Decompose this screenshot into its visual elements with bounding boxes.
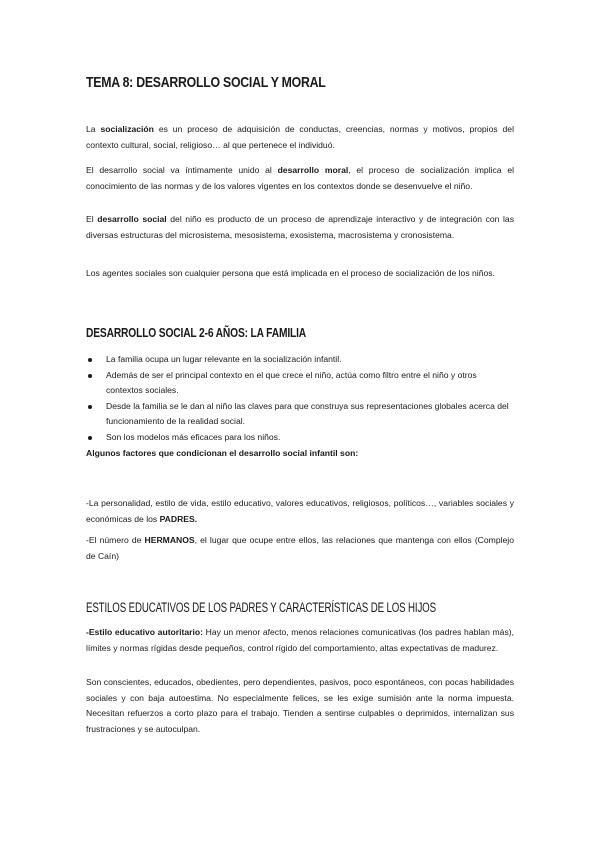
- text-run: El desarrollo social va íntimamente unido al: [86, 165, 278, 175]
- list-item-text: La familia ocupa un lugar relevante en la socialización infantil.: [106, 354, 342, 364]
- bold-term: PADRES.: [159, 513, 198, 524]
- text-run: -La personalidad, estilo de vida, estilo educativo, valores educativos, religiosos, políticos…, variables sociales y económicas de los: [86, 498, 514, 524]
- bold-term: desarrollo moral: [277, 165, 349, 175]
- paragraph-agentes-sociales: Los agentes sociales son cualquier persona que está implicada en el proceso de socialización de los niños.: [86, 268, 495, 278]
- bold-term: socialización: [100, 124, 154, 134]
- list-item: [86, 399, 514, 430]
- bold-term: -Estilo educativo autoritario:: [86, 627, 204, 637]
- paragraph-caracteristicas-hijos: Son conscientes, educados, obedientes, pero dependientes, pasivos, poco espontáneos, con pocas habilidades sociales y con baja autoestima. No especialmente felices, se les exige sumisión ante la norma impuesta. Necesitan refuerzos a corto plazo para el trabajo. Tienden a sentirse culpables o deprimidos, internalizan sus frustraciones y se autoculpan.: [86, 677, 514, 734]
- bold-term: desarrollo social: [97, 214, 167, 224]
- list-item-text: Desde la familia se le dan al niño las claves para que construya sus representaciones globales acerca del funcionamiento de la realidad social.: [106, 400, 509, 426]
- paragraph-estilo-autoritario: [86, 625, 514, 656]
- page-title: TEMA 8: DESARROLLO SOCIAL Y MORAL: [86, 74, 326, 91]
- bullet-icon: [88, 436, 92, 440]
- text-run: , el lugar que ocupe entre ellos, las relaciones que mantenga con ellos (Complejo de Caín): [86, 535, 514, 561]
- list-item-text: Son los modelos más eficaces para los niños.: [106, 431, 281, 442]
- list-item: [86, 352, 514, 368]
- paragraph-desarrollo-social: [86, 212, 514, 243]
- text-run: del niño es producto de un proceso de aprendizaje interactivo y de integración con las diversas estructuras del microsistema, mesosistema, exosistema, macrosistema y cronosistema.: [86, 214, 515, 240]
- paragraph-desarrollo-moral: [86, 163, 514, 194]
- paragraph-factor-hermanos: [86, 533, 514, 564]
- text-run: Hay un menor afecto, menos relaciones comunicativas (los padres hablan más), límites y normas rígidas desde pequeños, control rígido del comportamiento, altas expectativas de madurez.: [86, 627, 514, 653]
- list-item: [86, 430, 514, 446]
- paragraph-factor-padres: [86, 496, 514, 527]
- text-run: El: [86, 214, 98, 224]
- text-run: La: [86, 124, 101, 134]
- bullet-icon: [88, 405, 92, 409]
- text-run: es un proceso de adquisición de conductas, creencias, normas y motivos, propios del contexto cultural, social, religioso… al que pertenece el individuó.: [86, 124, 514, 150]
- bullet-list: [86, 352, 514, 445]
- factors-heading: Algunos factores que condicionan el desarrollo social infantil son:: [86, 448, 359, 458]
- section-heading-familia: DESARROLLO SOCIAL 2-6 AÑOS: LA FAMILIA: [86, 326, 307, 340]
- bold-term: HERMANOS: [144, 535, 195, 545]
- paragraph-socializacion: [86, 122, 514, 153]
- list-item-text: Además de ser el principal contexto en el que crece el niño, actúa como filtro entre el niño y otros contextos sociales.: [106, 369, 477, 395]
- list-item: [86, 368, 514, 399]
- bullet-icon: [88, 358, 92, 362]
- section-heading-estilos: ESTILOS EDUCATIVOS DE LOS PADRES Y CARACTERÍSTICAS DE LOS HIJOS: [86, 600, 436, 615]
- bullet-icon: [88, 374, 92, 378]
- text-run: , el proceso de socialización implica el conocimiento de las normas y de los valores vigentes en los contextos donde se desenvuelve el niño.: [86, 165, 515, 191]
- text-run: -El número de: [86, 535, 145, 545]
